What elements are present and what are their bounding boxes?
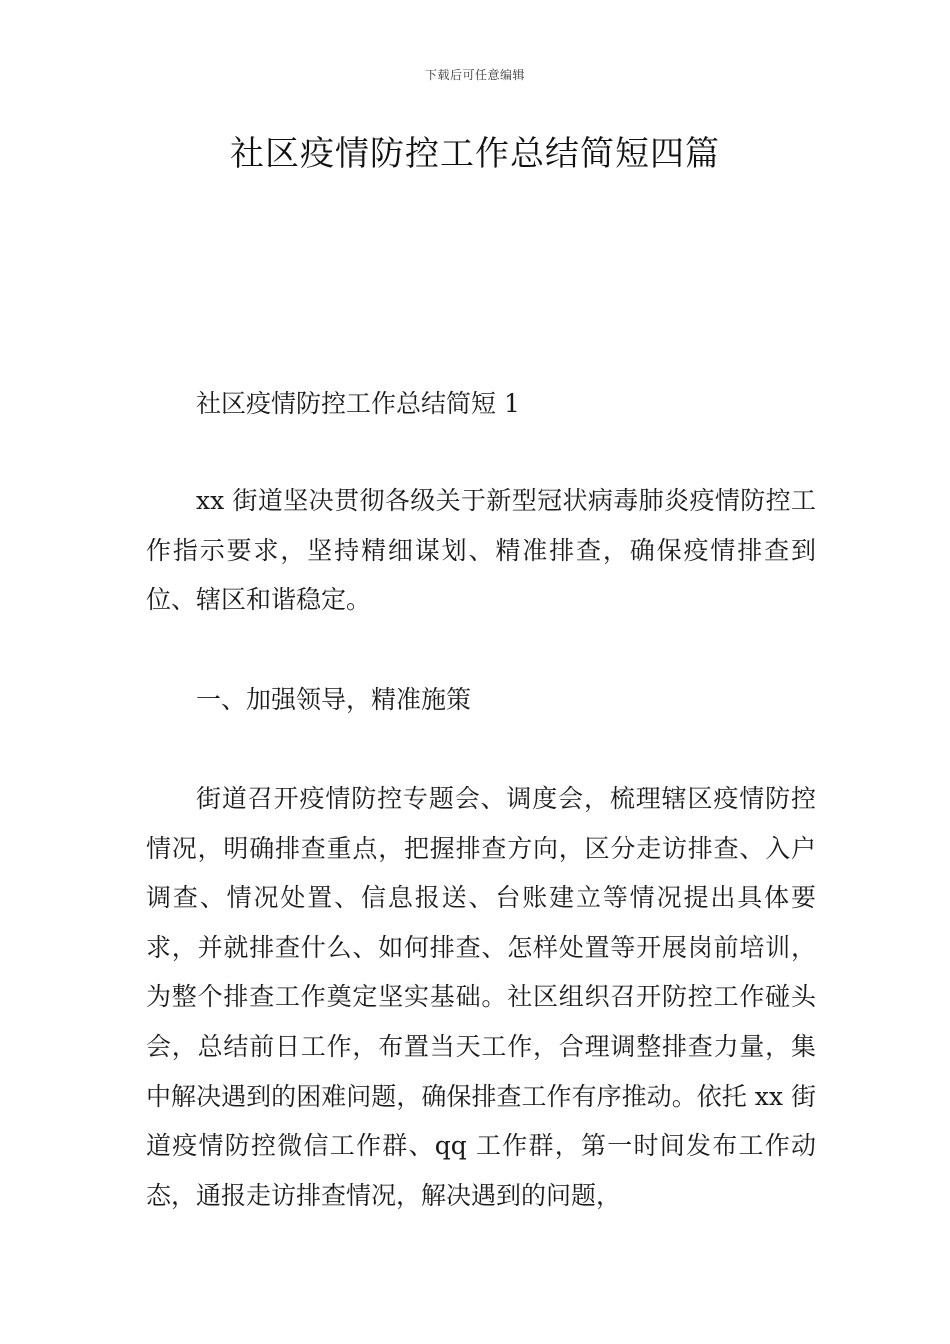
section-subtitle: 社区疫情防控工作总结简短 1 bbox=[196, 389, 520, 418]
document-title: 社区疫情防控工作总结简短四篇 bbox=[230, 134, 720, 174]
paragraph-intro: xx 街道坚决贯彻各级关于新型冠状病毒肺炎疫情防控工作指示要求，坚持精细谋划、精准排查，确保疫情排查到位、辖区和谐稳定。 bbox=[146, 486, 816, 615]
header-note: 下载后可任意编辑 bbox=[424, 68, 525, 82]
section-heading-1: 一、加强领导，精准施策 bbox=[196, 685, 472, 714]
paragraph-body: 街道召开疫情防控专题会、调度会，梳理辖区疫情防控情况，明确排查重点，把握排查方向，区分走访排查、入户调查、情况处置、信息报送、台账建立等情况提出具体要求，并就排查什么、如何排查、怎样处置等开展岗前培训，为整个排查工作奠定坚实基础。社区组织召开防控工作碰头会，总结前日工作，布置当天工作，合理调整排查力量，集中解决遇到的困难问题，确保排查工作有序推动。依托 xx 街道疫情防控微信工作群、qq 工作群，第一时间发布工作动态，通报走访排查情况，解决遇到的问题， bbox=[146, 784, 816, 1210]
